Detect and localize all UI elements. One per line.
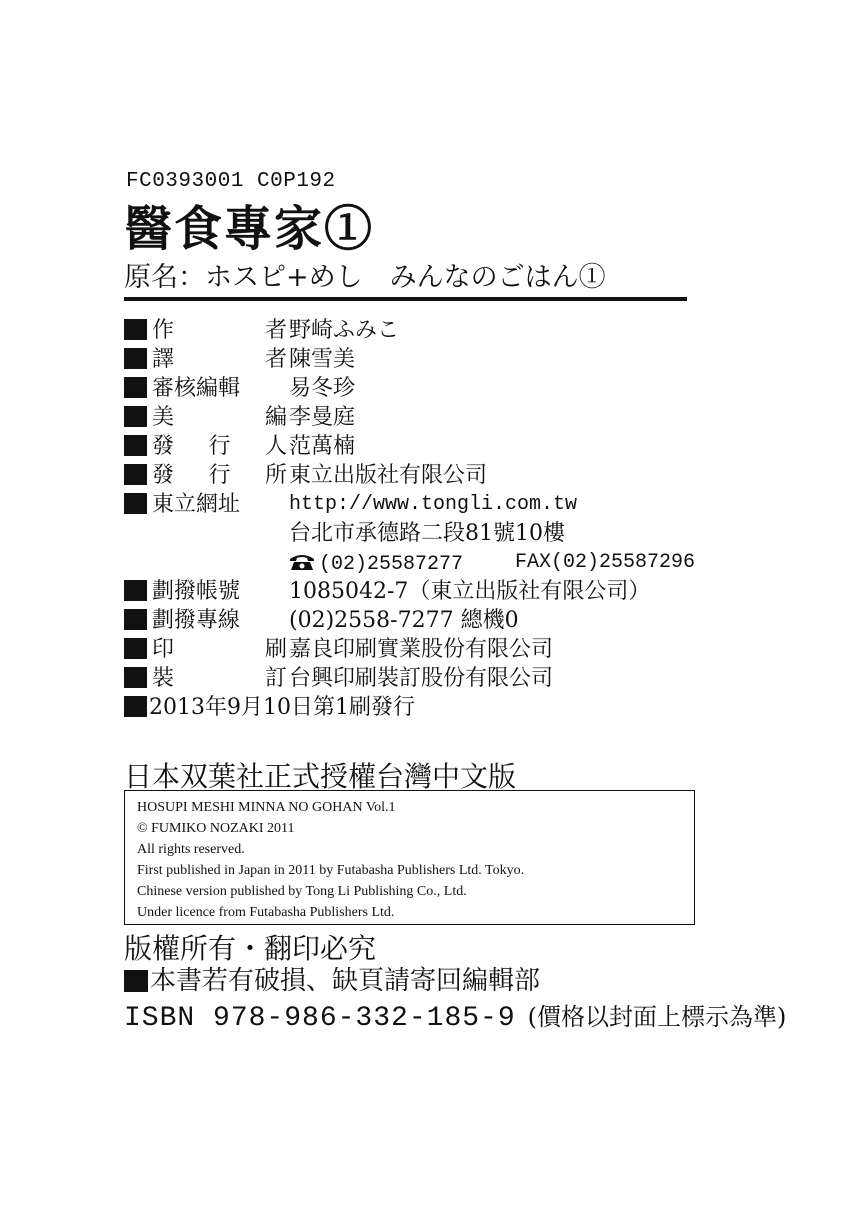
- copyright-line: Chinese version published by Tong Li Publishing Co., Ltd.: [137, 884, 467, 899]
- damaged-notice: 本書若有破損、缺頁請寄回編輯部: [150, 966, 541, 996]
- credit-label: 劃撥專線: [152, 608, 241, 633]
- credit-label: 審核編輯: [152, 376, 241, 401]
- credit-label: 劃撥帳號: [152, 579, 241, 604]
- credit-label: 作 者: [152, 318, 287, 343]
- bullet-square: [124, 348, 147, 369]
- print-date: 2013年9月10日第1刷發行: [149, 695, 415, 720]
- credit-label: 譯 者: [152, 347, 287, 372]
- bullet-square: [124, 493, 147, 514]
- credit-row-website: [124, 490, 578, 520]
- copyright-line: HOSUPI MESHI MINNA NO GOHAN Vol.1: [137, 800, 396, 815]
- credit-label: 發 行 人: [152, 434, 287, 459]
- authorization-statement: 日本双葉社正式授權台灣中文版: [124, 760, 517, 793]
- price-note: (價格以封面上標示為準): [527, 1003, 787, 1031]
- credit-row-author: [124, 316, 400, 346]
- credit-row-printing: [124, 635, 554, 665]
- credit-row-binding: [124, 664, 554, 694]
- credit-value: 1085042-7（東立出版社有限公司）: [289, 579, 651, 604]
- copyright-line: © FUMIKO NOZAKI 2011: [137, 821, 295, 836]
- credit-row-review-editor: [124, 374, 356, 404]
- fax-number: FAX(02)25587296: [515, 551, 696, 574]
- credit-value: 陳雪美: [289, 347, 356, 372]
- copyright-line: Under licence from Futabasha Publishers Ltd.: [137, 905, 395, 920]
- credit-label: 發 行 所: [152, 463, 287, 488]
- bullet-square: [124, 580, 147, 601]
- credit-value: 台興印刷裝訂股份有限公司: [289, 666, 554, 691]
- telephone-icon: [289, 553, 315, 571]
- address-line: 台北市承德路二段81號10樓: [289, 521, 565, 546]
- damaged-notice-row: [124, 965, 540, 997]
- copyright-line: First published in Japan in 2011 by Futabasha Publishers Ltd. Tokyo.: [137, 863, 525, 878]
- title-divider: [124, 297, 687, 301]
- original-title: 原名：ホスピ+めし みんなのごはん①: [124, 262, 606, 293]
- credit-value: 范萬楠: [289, 434, 356, 459]
- print-date-row: [124, 693, 415, 723]
- isbn-row: [124, 998, 786, 1037]
- copyright-box: [124, 790, 695, 925]
- credit-label: 印 刷: [152, 637, 287, 662]
- bullet-square: [124, 377, 147, 398]
- credit-value: 野崎ふみこ: [289, 318, 400, 343]
- credit-value: 嘉良印刷實業股份有限公司: [289, 637, 554, 662]
- website-link[interactable]: http://www.tongli.com.tw: [289, 493, 578, 516]
- phone-number: (02)25587277: [319, 553, 464, 576]
- bullet-square: [124, 667, 147, 688]
- book-title: 醫食專家①: [124, 201, 375, 257]
- bullet-square: [124, 464, 147, 485]
- credit-row-publishing-house: [124, 461, 488, 491]
- bullet-square: [124, 638, 147, 659]
- phone-fax-line: [289, 548, 696, 580]
- rights-reserved: 版權所有・翻印必究: [124, 932, 377, 965]
- isbn-number: ISBN 978-986-332-185-9: [124, 1003, 516, 1034]
- bullet-square: [124, 609, 147, 630]
- credit-label: 裝 訂: [152, 666, 287, 691]
- bullet-square: [124, 435, 147, 456]
- bullet-square: [124, 696, 147, 717]
- credit-row-transfer-line: [124, 606, 519, 636]
- copyright-line: All rights reserved.: [137, 842, 245, 857]
- credit-row-transfer-account: [124, 577, 651, 607]
- credit-row-art-editor: [124, 403, 356, 433]
- bullet-square: [124, 319, 147, 340]
- credit-value: (02)2558-7277 總機0: [289, 608, 519, 633]
- credit-value: 易冬珍: [289, 376, 356, 401]
- product-code: FC0393001 C0P192: [126, 170, 336, 193]
- credit-value: 李曼庭: [289, 405, 356, 430]
- credit-row-publisher: [124, 432, 356, 462]
- bullet-square: [124, 970, 148, 992]
- credit-label: 美 編: [152, 405, 287, 430]
- bullet-square: [124, 406, 147, 427]
- credit-value: 東立出版社有限公司: [289, 463, 488, 488]
- credit-row-translator: [124, 345, 356, 375]
- credit-label: 東立網址: [152, 492, 241, 517]
